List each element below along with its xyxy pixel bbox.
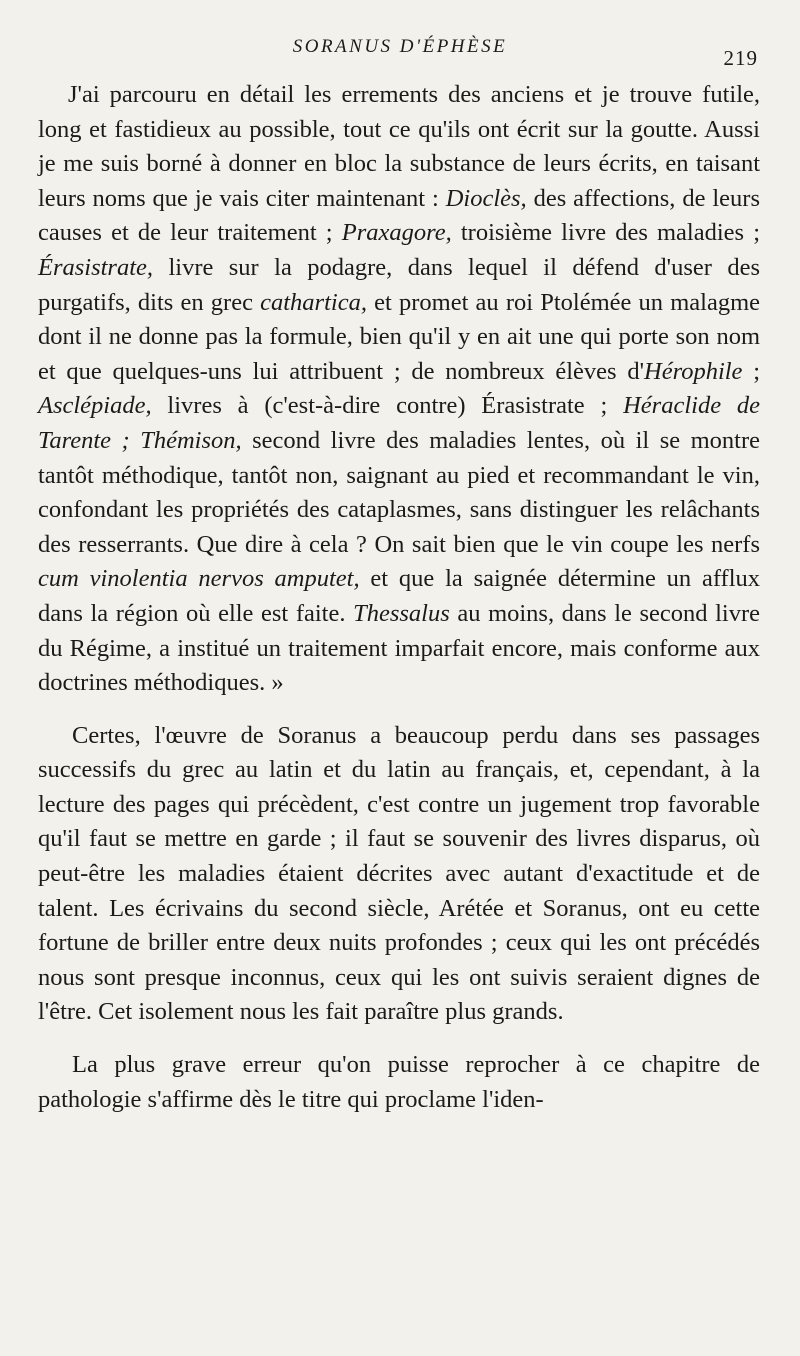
text-run: Certes, l'œuvre de Soranus a beaucoup perdu dans ses passages successifs du grec au latin et du latin au français, et, cependant, à la lecture des pages qui précèdent, c'est contre un jugement trop favorable qu'il faut se mettre en garde ; il faut se souvenir des livres disparus, où peut-être les maladies étaient décrites avec autant d'exactitude et de talent. Les écrivains du second siècle, Arétée et Soranus, ont eu cette fortune de briller entre deux nuits profondes ; ceux qui les ont précédés nous sont presque inconnus, ceux qui les ont suivis seraient dignes de l'être. Cet isolement nous les fait paraître plus grands. [38,721,760,1026]
paragraph-1 [38,78,760,701]
text-run: des affections, de leurs causes et de leur traitement ; [38,184,760,247]
paragraph-3 [38,1048,760,1117]
page-number: 219 [723,46,758,70]
italic-text: Dioclès, [445,184,527,212]
text-run: troisième livre des maladies ; [451,219,761,247]
text-run: La plus grave erreur qu'on puisse reprocher à ce chapitre de pathologie s'affirme dès le titre qui proclame l'iden- [38,1051,760,1113]
italic-text: Thessalus [353,599,450,627]
text-run: J'ai parcouru en détail les errements des anciens et je trouve futile, long et fastidieux au possible, tout ce qu'ils ont écrit sur la goutte. Aussi je me suis borné à donner en bloc la substance de leurs écrits, en taisant leurs noms que je vais citer maintenant : [38,81,760,212]
text-run: second livre des maladies lentes, où il se montre tantôt méthodique, tantôt non, saignant au pied et recommandant le vin, confondant les propriétés des cataplasmes, sans distinguer les relâchants des resserrants. Que dire à cela ? On sait bien que le vin coupe les nerfs [38,426,760,558]
italic-text: Héraclide de Tarente ; Thémison, [38,392,761,454]
paragraph-2 [38,719,760,1030]
text-run: et que la saignée détermine un afflux dans la région où elle est faite. [38,565,760,627]
text-run: et promet au roi Ptolémée un malagme dont il ne donne pas la formule, bien qu'il y en ait une qui porte son nom et que quelques-uns lui attribuent ; de nombreux élèves d' [38,288,761,385]
running-title: SORANUS D'ÉPHÈSE [292,36,508,57]
italic-text: Érasistrate, [38,253,154,281]
italic-text: Praxagore, [341,219,452,247]
running-header [0,36,800,70]
text-run: livre sur la podagre, dans lequel il défend d'user des purgatifs, dits en grec [38,253,760,316]
body-text [38,78,760,1117]
italic-text: cum vinolentia nervos amputet, [38,565,360,593]
italic-text: cathartica, [260,288,367,316]
italic-text: Hérophile [644,357,743,385]
text-run: livres à (c'est-à-dire contre) Érasistrate ; [151,392,624,420]
italic-text: Asclépiade, [38,392,152,420]
text-run: ; [742,357,760,385]
text-run: au moins, dans le second livre du Régime, a institué un traitement imparfait encore, mais conforme aux doctrines méthodiques. » [38,599,760,697]
